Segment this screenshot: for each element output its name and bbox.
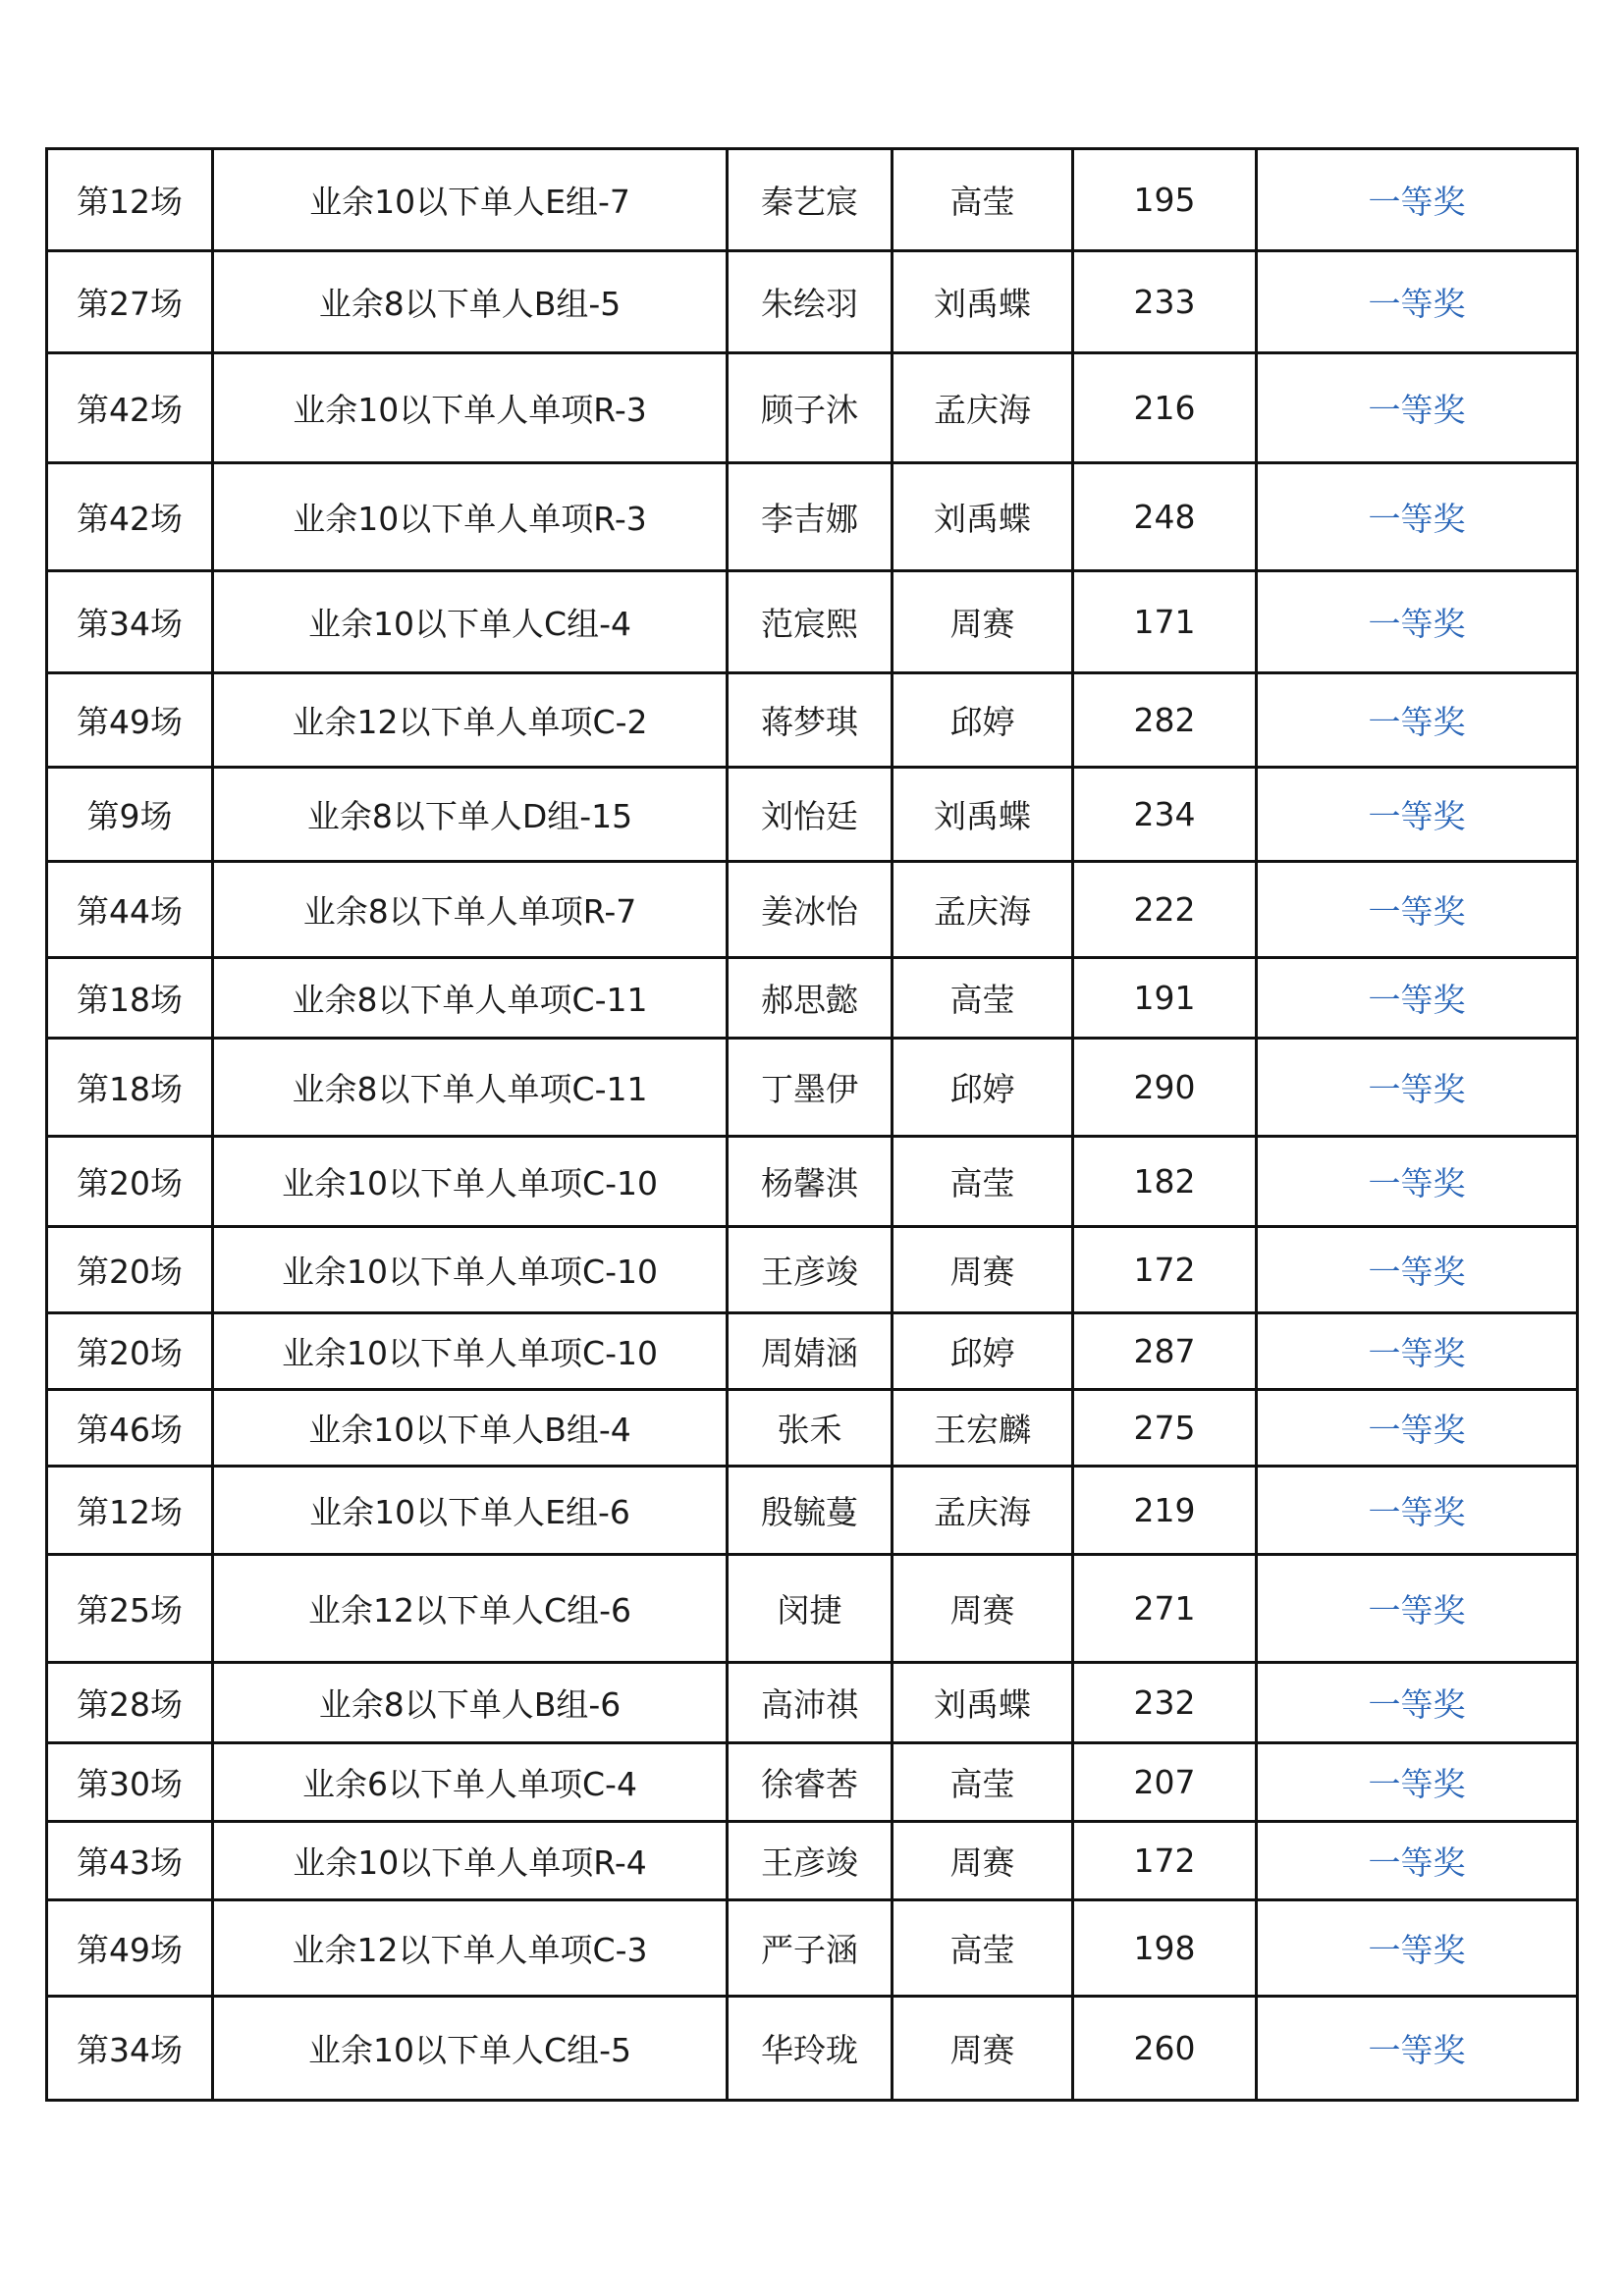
score-cell: 260 bbox=[1073, 1997, 1257, 2101]
award-cell: 一等奖 bbox=[1257, 1997, 1578, 2101]
coach-cell: 周赛 bbox=[893, 1997, 1073, 2101]
table-row bbox=[47, 1227, 1578, 1313]
event-cell: 业余6以下单人单项C-4 bbox=[213, 1743, 728, 1822]
coach-cell: 高莹 bbox=[893, 1743, 1073, 1822]
player-cell: 华玲珑 bbox=[728, 1997, 893, 2101]
results-table bbox=[45, 147, 1579, 2102]
award-cell: 一等奖 bbox=[1257, 1663, 1578, 1743]
player-cell: 严子涵 bbox=[728, 1900, 893, 1997]
score-cell: 219 bbox=[1073, 1467, 1257, 1555]
player-cell: 丁墨伊 bbox=[728, 1039, 893, 1137]
round-cell: 第34场 bbox=[47, 571, 213, 673]
score-cell: 271 bbox=[1073, 1555, 1257, 1663]
score-cell: 172 bbox=[1073, 1822, 1257, 1900]
coach-cell: 周赛 bbox=[893, 571, 1073, 673]
coach-cell: 高莹 bbox=[893, 958, 1073, 1039]
table-row bbox=[47, 353, 1578, 463]
round-cell: 第49场 bbox=[47, 673, 213, 768]
player-cell: 范宸熙 bbox=[728, 571, 893, 673]
round-cell: 第18场 bbox=[47, 1039, 213, 1137]
award-cell: 一等奖 bbox=[1257, 353, 1578, 463]
award-cell: 一等奖 bbox=[1257, 251, 1578, 353]
event-cell: 业余10以下单人单项C-10 bbox=[213, 1313, 728, 1390]
coach-cell: 孟庆海 bbox=[893, 1467, 1073, 1555]
round-cell: 第20场 bbox=[47, 1227, 213, 1313]
event-cell: 业余10以下单人单项C-10 bbox=[213, 1227, 728, 1313]
player-cell: 顾子沐 bbox=[728, 353, 893, 463]
table-row bbox=[47, 571, 1578, 673]
event-cell: 业余12以下单人单项C-2 bbox=[213, 673, 728, 768]
event-cell: 业余10以下单人E组-7 bbox=[213, 149, 728, 251]
event-cell: 业余8以下单人B组-6 bbox=[213, 1663, 728, 1743]
table-row bbox=[47, 1039, 1578, 1137]
event-cell: 业余8以下单人单项C-11 bbox=[213, 958, 728, 1039]
award-cell: 一等奖 bbox=[1257, 1039, 1578, 1137]
score-cell: 171 bbox=[1073, 571, 1257, 673]
round-cell: 第12场 bbox=[47, 1467, 213, 1555]
score-cell: 198 bbox=[1073, 1900, 1257, 1997]
table-row bbox=[47, 1137, 1578, 1227]
round-cell: 第49场 bbox=[47, 1900, 213, 1997]
player-cell: 李吉娜 bbox=[728, 463, 893, 571]
round-cell: 第28场 bbox=[47, 1663, 213, 1743]
event-cell: 业余10以下单人E组-6 bbox=[213, 1467, 728, 1555]
coach-cell: 刘禹蝶 bbox=[893, 251, 1073, 353]
coach-cell: 孟庆海 bbox=[893, 353, 1073, 463]
score-cell: 207 bbox=[1073, 1743, 1257, 1822]
table-row bbox=[47, 463, 1578, 571]
score-cell: 172 bbox=[1073, 1227, 1257, 1313]
event-cell: 业余8以下单人单项C-11 bbox=[213, 1039, 728, 1137]
score-cell: 287 bbox=[1073, 1313, 1257, 1390]
award-cell: 一等奖 bbox=[1257, 571, 1578, 673]
coach-cell: 孟庆海 bbox=[893, 862, 1073, 958]
coach-cell: 周赛 bbox=[893, 1555, 1073, 1663]
award-cell: 一等奖 bbox=[1257, 1390, 1578, 1467]
player-cell: 徐睿莕 bbox=[728, 1743, 893, 1822]
coach-cell: 邱婷 bbox=[893, 673, 1073, 768]
award-cell: 一等奖 bbox=[1257, 463, 1578, 571]
round-cell: 第18场 bbox=[47, 958, 213, 1039]
award-cell: 一等奖 bbox=[1257, 1900, 1578, 1997]
player-cell: 刘怡廷 bbox=[728, 768, 893, 862]
table-row bbox=[47, 1822, 1578, 1900]
event-cell: 业余10以下单人单项R-3 bbox=[213, 463, 728, 571]
table-row bbox=[47, 1390, 1578, 1467]
score-cell: 275 bbox=[1073, 1390, 1257, 1467]
award-cell: 一等奖 bbox=[1257, 1227, 1578, 1313]
award-cell: 一等奖 bbox=[1257, 1555, 1578, 1663]
coach-cell: 王宏麟 bbox=[893, 1390, 1073, 1467]
coach-cell: 刘禹蝶 bbox=[893, 768, 1073, 862]
score-cell: 191 bbox=[1073, 958, 1257, 1039]
score-cell: 195 bbox=[1073, 149, 1257, 251]
player-cell: 高沛祺 bbox=[728, 1663, 893, 1743]
coach-cell: 高莹 bbox=[893, 149, 1073, 251]
player-cell: 张禾 bbox=[728, 1390, 893, 1467]
round-cell: 第25场 bbox=[47, 1555, 213, 1663]
table-row bbox=[47, 1743, 1578, 1822]
event-cell: 业余10以下单人单项C-10 bbox=[213, 1137, 728, 1227]
score-cell: 234 bbox=[1073, 768, 1257, 862]
coach-cell: 刘禹蝶 bbox=[893, 463, 1073, 571]
event-cell: 业余8以下单人单项R-7 bbox=[213, 862, 728, 958]
player-cell: 朱绘羽 bbox=[728, 251, 893, 353]
coach-cell: 邱婷 bbox=[893, 1313, 1073, 1390]
score-cell: 182 bbox=[1073, 1137, 1257, 1227]
table-row bbox=[47, 149, 1578, 251]
round-cell: 第43场 bbox=[47, 1822, 213, 1900]
player-cell: 闵捷 bbox=[728, 1555, 893, 1663]
coach-cell: 邱婷 bbox=[893, 1039, 1073, 1137]
award-cell: 一等奖 bbox=[1257, 1743, 1578, 1822]
player-cell: 周婧涵 bbox=[728, 1313, 893, 1390]
table-row bbox=[47, 1997, 1578, 2101]
event-cell: 业余10以下单人B组-4 bbox=[213, 1390, 728, 1467]
score-cell: 216 bbox=[1073, 353, 1257, 463]
player-cell: 王彦竣 bbox=[728, 1227, 893, 1313]
table-row bbox=[47, 673, 1578, 768]
award-cell: 一等奖 bbox=[1257, 768, 1578, 862]
round-cell: 第12场 bbox=[47, 149, 213, 251]
round-cell: 第20场 bbox=[47, 1137, 213, 1227]
coach-cell: 高莹 bbox=[893, 1137, 1073, 1227]
table-row bbox=[47, 251, 1578, 353]
award-cell: 一等奖 bbox=[1257, 958, 1578, 1039]
table-row bbox=[47, 1555, 1578, 1663]
event-cell: 业余10以下单人C组-4 bbox=[213, 571, 728, 673]
table-row bbox=[47, 1313, 1578, 1390]
coach-cell: 刘禹蝶 bbox=[893, 1663, 1073, 1743]
round-cell: 第42场 bbox=[47, 353, 213, 463]
score-cell: 248 bbox=[1073, 463, 1257, 571]
event-cell: 业余10以下单人单项R-3 bbox=[213, 353, 728, 463]
award-cell: 一等奖 bbox=[1257, 1137, 1578, 1227]
player-cell: 郝思懿 bbox=[728, 958, 893, 1039]
round-cell: 第44场 bbox=[47, 862, 213, 958]
round-cell: 第20场 bbox=[47, 1313, 213, 1390]
score-cell: 233 bbox=[1073, 251, 1257, 353]
round-cell: 第42场 bbox=[47, 463, 213, 571]
round-cell: 第34场 bbox=[47, 1997, 213, 2101]
score-cell: 222 bbox=[1073, 862, 1257, 958]
player-cell: 姜冰怡 bbox=[728, 862, 893, 958]
table-row bbox=[47, 1663, 1578, 1743]
award-cell: 一等奖 bbox=[1257, 1822, 1578, 1900]
score-cell: 232 bbox=[1073, 1663, 1257, 1743]
award-cell: 一等奖 bbox=[1257, 1467, 1578, 1555]
table-row bbox=[47, 1467, 1578, 1555]
round-cell: 第30场 bbox=[47, 1743, 213, 1822]
table-row bbox=[47, 862, 1578, 958]
table-row bbox=[47, 768, 1578, 862]
results-body bbox=[47, 149, 1578, 2101]
event-cell: 业余12以下单人C组-6 bbox=[213, 1555, 728, 1663]
event-cell: 业余8以下单人B组-5 bbox=[213, 251, 728, 353]
player-cell: 杨馨淇 bbox=[728, 1137, 893, 1227]
award-cell: 一等奖 bbox=[1257, 673, 1578, 768]
coach-cell: 周赛 bbox=[893, 1227, 1073, 1313]
round-cell: 第46场 bbox=[47, 1390, 213, 1467]
award-cell: 一等奖 bbox=[1257, 862, 1578, 958]
player-cell: 蒋梦琪 bbox=[728, 673, 893, 768]
award-cell: 一等奖 bbox=[1257, 1313, 1578, 1390]
round-cell: 第27场 bbox=[47, 251, 213, 353]
table-row bbox=[47, 1900, 1578, 1997]
player-cell: 殷毓蔓 bbox=[728, 1467, 893, 1555]
coach-cell: 周赛 bbox=[893, 1822, 1073, 1900]
event-cell: 业余10以下单人C组-5 bbox=[213, 1997, 728, 2101]
score-cell: 282 bbox=[1073, 673, 1257, 768]
player-cell: 王彦竣 bbox=[728, 1822, 893, 1900]
table-row bbox=[47, 958, 1578, 1039]
round-cell: 第9场 bbox=[47, 768, 213, 862]
score-cell: 290 bbox=[1073, 1039, 1257, 1137]
event-cell: 业余8以下单人D组-15 bbox=[213, 768, 728, 862]
coach-cell: 高莹 bbox=[893, 1900, 1073, 1997]
event-cell: 业余12以下单人单项C-3 bbox=[213, 1900, 728, 1997]
award-cell: 一等奖 bbox=[1257, 149, 1578, 251]
player-cell: 秦艺宸 bbox=[728, 149, 893, 251]
event-cell: 业余10以下单人单项R-4 bbox=[213, 1822, 728, 1900]
